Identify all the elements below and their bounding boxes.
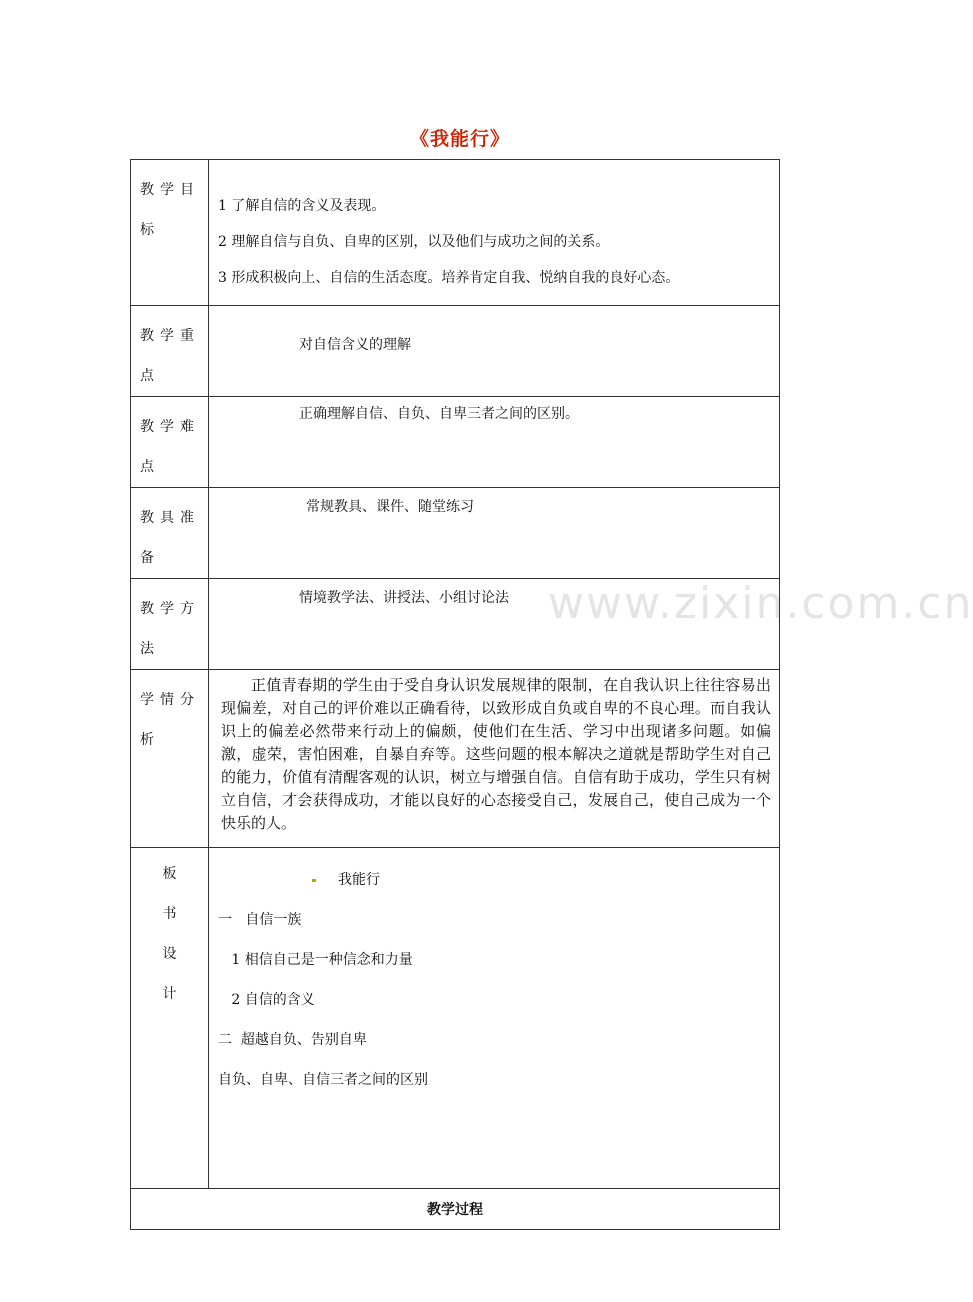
goals-list <box>209 160 779 296</box>
goal-item: 1 了解自信的含义及表现。 <box>218 198 386 214</box>
goal-item: 3 形成积极向上、自信的生活态度。培养肯定自我、悦纳自我的良好心态。 <box>218 270 680 286</box>
label-goals: 教学目标 <box>140 182 200 238</box>
row-goals <box>131 160 780 306</box>
method-content: 情境教学法、讲授法、小组讨论法 <box>299 590 509 606</box>
process-heading: 教学过程 <box>131 1189 780 1230</box>
document-title: 《我能行》 <box>409 128 510 150</box>
label-focus: 教学重点 <box>140 328 200 384</box>
board-line: 2 自信的含义 <box>218 992 315 1008</box>
label-method: 教学方法 <box>140 601 200 657</box>
row-focus <box>131 306 780 397</box>
label-difficulty: 教学难点 <box>140 419 200 475</box>
label-board: 板 书 设 计 <box>162 866 177 1002</box>
label-tools: 教具准备 <box>140 510 200 566</box>
label-analysis: 学情分析 <box>140 692 200 748</box>
board-content <box>209 848 779 1100</box>
analysis-content: 正值青春期的学生由于受自身认识发展规律的限制，在自我认识上往往容易出现偏差，对自己的评价难以正确看待，以致形成自负或自卑的不良心理。而自我认识上的偏差必然带来行动上的偏颇，使他们在生活、学习中出现诸多问题。如偏激，虚荣，害怕困难，自暴自弃等。这些问题的根本解决之道就是帮助学生对自己的能力，价值有清醒客观的认识，树立与增强自信。自信有助于成功，学生只有树立自信，才会获得成功，才能以良好的心态接受自己，发展自己，使自己成为一个快乐的人。 <box>221 676 771 832</box>
board-line: 自负、自卑、自信三者之间的区别 <box>218 1072 428 1088</box>
board-line: 1 相信自己是一种信念和力量 <box>218 952 413 968</box>
goal-item: 2 理解自信与自负、自卑的区别，以及他们与成功之间的关系。 <box>218 234 610 250</box>
marker-dot <box>312 879 316 882</box>
board-line: 一 自信一族 <box>218 912 302 928</box>
lesson-plan-table <box>130 159 780 1230</box>
row-process <box>131 1189 780 1230</box>
watermark: www.zixin.com.cn <box>548 578 973 629</box>
focus-content: 对自信含义的理解 <box>299 337 411 353</box>
board-line: 二 超越自负、告别自卑 <box>218 1032 367 1048</box>
tools-content: 常规教具、课件、随堂练习 <box>306 499 474 515</box>
row-analysis <box>131 670 780 848</box>
difficulty-content: 正确理解自信、自负、自卑三者之间的区别。 <box>299 406 579 422</box>
row-tools <box>131 488 780 579</box>
row-board <box>131 848 780 1189</box>
board-heading: 我能行 <box>338 872 380 888</box>
row-method <box>131 579 780 670</box>
row-difficulty <box>131 397 780 488</box>
